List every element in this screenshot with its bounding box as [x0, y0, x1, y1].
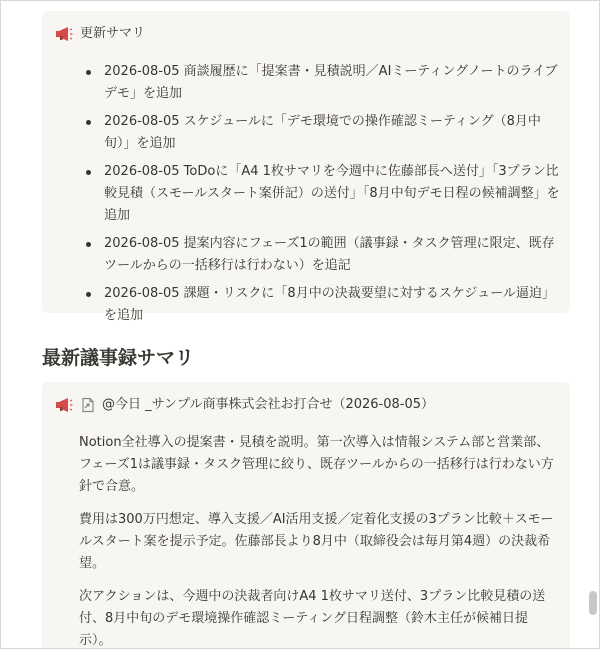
- update-summary-title: 更新サマリ: [80, 26, 146, 41]
- update-list: [104, 61, 560, 333]
- minutes-summary-header[interactable]: [55, 396, 434, 414]
- list-item: 2026-08-05 商談履歴に「提案書・見積説明／AIミーティングノートのライブデモ」を追加: [104, 61, 560, 105]
- minutes-paragraph: Notion全社導入の提案書・見積を説明。第一次導入は情報システム部と営業部、フェーズ1は議事録・タスク管理に絞り、既存ツールからの一括移行は行わない方針で合意。: [79, 435, 554, 494]
- update-summary-callout: [42, 11, 570, 323]
- update-summary-header: [55, 25, 145, 43]
- minutes-paragraph: 次アクションは、今週中の決裁者向けA4 1枚サマリ送付、3プラン比較見積の送付、8月中旬のデモ環境操作確認ミーティング日程調整（鈴木主任が候補日提示）。: [79, 589, 546, 648]
- megaphone-icon: [55, 27, 73, 41]
- minutes-paragraph: 費用は300万円想定、導入支援／AI活用支援／定着化支援の3プラン比較＋スモールスタート案を提示予定。佐藤部長より8月中（取締役会は毎月第4週）の決裁希望。: [79, 512, 554, 571]
- megaphone-icon: [55, 398, 73, 412]
- list-item: 2026-08-05 提案内容にフェーズ1の範囲（議事録・タスク管理に限定、既存ツールからの一括移行は行わない）を追記: [104, 233, 560, 277]
- scrollbar-thumb[interactable]: [589, 591, 597, 615]
- list-item: 2026-08-05 課題・リスクに「8月中の決裁要望に対するスケジュール逼迫」を追加: [104, 283, 560, 327]
- list-item: 2026-08-05 ToDoに「A4 1枚サマリを今週中に佐藤部長へ送付」「3プラン比較見積（スモールスタート案併記）の送付」「8月中旬デモ日程の候補調整」を追加: [104, 161, 560, 227]
- list-item: 2026-08-05 スケジュールに「デモ環境での操作確認ミーティング（8月中旬）」を追加: [104, 111, 560, 155]
- section-heading: 最新議事録サマリ: [42, 347, 195, 369]
- page-link-icon: [80, 397, 96, 413]
- meeting-page-link[interactable]: @今日 _サンプル商事株式会社お打合せ（2026-08-05）: [102, 397, 435, 412]
- minutes-body: [79, 432, 555, 649]
- minutes-summary-callout: [42, 382, 570, 649]
